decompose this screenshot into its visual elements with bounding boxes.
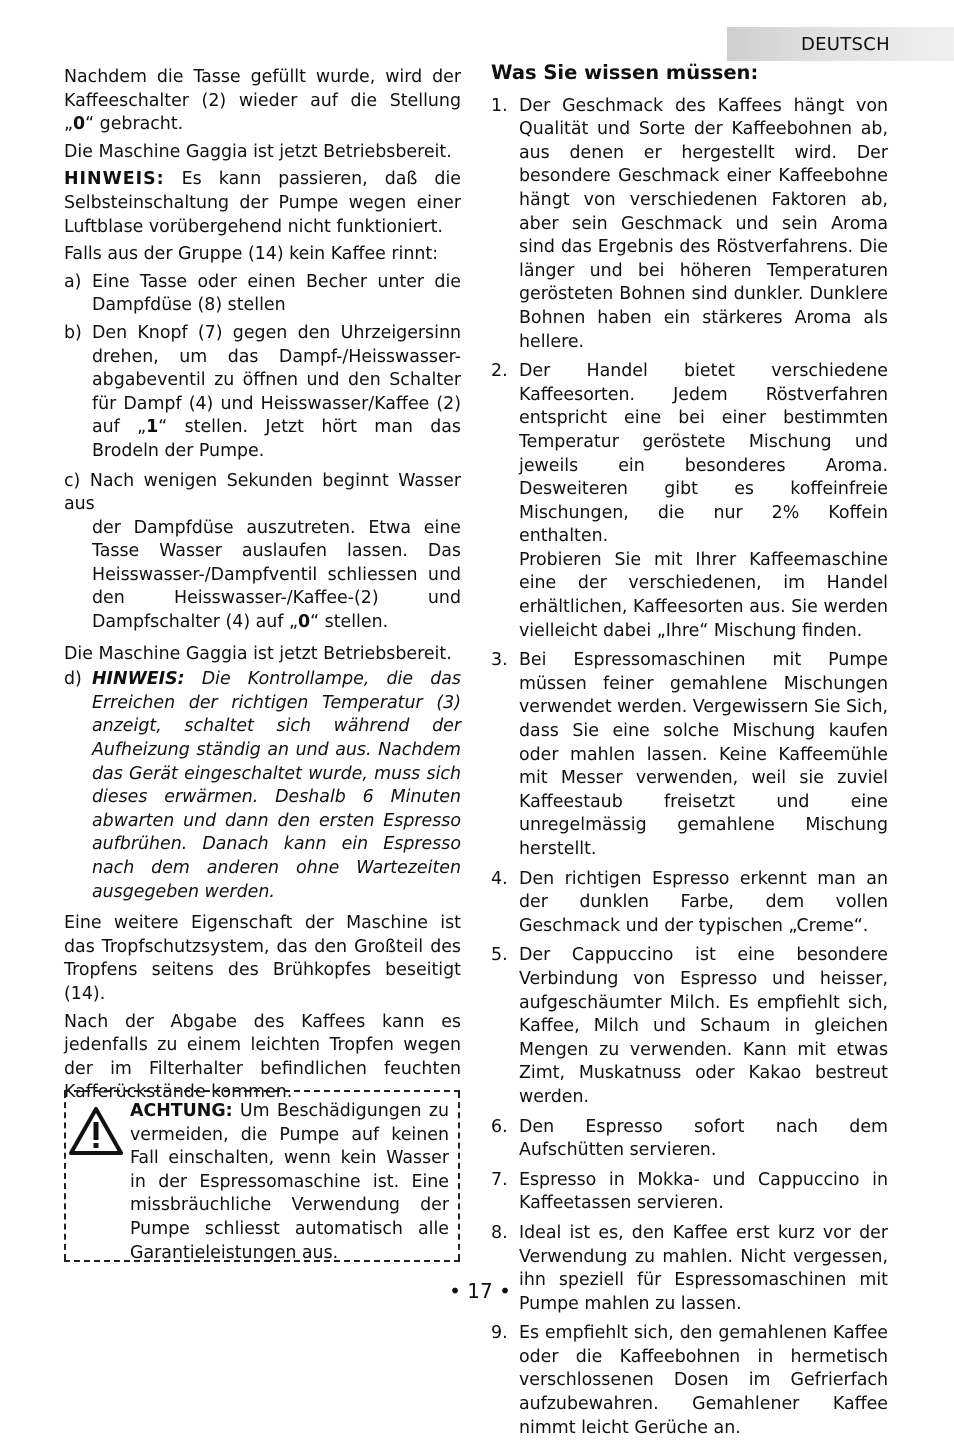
page-number: • 17 • xyxy=(449,1279,511,1303)
paragraph-drip-system: Eine weitere Eigenschaft der Maschine ist das Tropfschutzsystem, das den Großteil des Tropfens seitens des Brühkopfes beseitigt (14). xyxy=(64,913,461,1004)
list-item-1: 1. Der Geschmack des Kaffees hängt von Qualität und Sorte der Kaffeebohnen ab, aus denen er hergestellt wird. Der besondere Geschmack einer Kaffeebohne hängt von verschiedenen Faktoren ab, aber sein Geschmack und sein Aroma sind das Ergebnis des Röstverfahrens. Die länger und bei höheren Temperaturen gerösteten Bohnen sind dunkler. Dunklere Bohnen haben ein stärkeres Aroma als hellere. xyxy=(491,95,888,352)
note-label: HINWEIS: xyxy=(92,669,185,690)
list-item-9: 9. Es empfiehlt sich, den gemahlenen Kaffee oder die Kaffeebohnen in hermetisch verschlossenen Dosen im Gefrierfach aufzubewahren. Gemahlener Kaffee nimmt leicht Gerüche an. xyxy=(491,1323,888,1438)
list-item-8: 8. Ideal ist es, den Kaffee erst kurz vor der Verwendung zu mahlen. Nicht vergessen, ihn speziell für Espressomaschinen mit Pumpe mahlen zu lassen. xyxy=(491,1222,888,1314)
list-item-b: b) Den Knopf (7) gegen den Uhrzeigersinn drehen, um das Dampf-/Heisswasser-abgabeventil zu öffnen und den Schalter für Dampf (4) und Heisswasser/Kaffee (2) auf „1“ stellen. Jetzt hört man das Brodeln der Pumpe. xyxy=(64,322,461,461)
language-tab xyxy=(727,27,954,61)
right-column xyxy=(491,61,888,1446)
list-item-2: 2. Der Handel bietet verschiedene Kaffeesorten. Jedem Röstverfahren entspricht eine bei einer bestimmten Temperatur geröstete Mischung und jeweils ein besonderes Aroma. Desweiteren gibt es koffeinfreie Mischungen, die nur 2% Koffein enthalten. Probieren Sie mit Ihrer Kaffeemaschine eine der verschiedenen, im Handel erhältlichen, Kaffeesorten aus. Sie werden vielleicht dabei „Ihre“ Mischung finden. xyxy=(491,361,888,641)
list-item-7: 7. Espresso in Mokka- und Cappuccino in Kaffeetassen servieren. xyxy=(491,1169,888,1214)
note-pump: HINWEIS: Es kann passieren, daß die Selbsteinschaltung der Pumpe wegen einer Luftblase vorübergehend nicht funktioniert. xyxy=(64,169,461,237)
warning-text: ACHTUNG: Um Beschädigungen zu vermeiden, die Pumpe auf keinen Fall einschalten, wenn kein Wasser in der Espressomaschine ist. Eine missbräuchliche Verwendung der Pumpe schliesst automatisch alle Garantieleistungen aus. xyxy=(130,1101,449,1263)
warning-box xyxy=(64,1090,460,1262)
list-item-a: a) Eine Tasse oder einen Becher unter die Dampfdüse (8) stellen xyxy=(64,271,461,316)
list-item-4: 4. Den richtigen Espresso erkennt man an der dunklen Farbe, dem vollen Geschmack und der typischen „Creme“. xyxy=(491,868,888,936)
paragraph-ready-2: Die Maschine Gaggia ist jetzt Betriebsbereit. xyxy=(64,643,452,664)
list-item-c: c) Nach wenigen Sekunden beginnt Wasser aus der Dampfdüse auszutreten. Etwa eine Tasse Wasser auslaufen lassen. Das Heisswasser-/Dampfventil schliessen und den Heisswasser-/Kaffee-(2) und Dampfschalter (4) auf „0“ stellen. xyxy=(64,470,461,633)
note-label: HINWEIS: xyxy=(64,169,165,190)
paragraph-dripping: Nach der Abgabe des Kaffees kann es jedenfalls zu einem leichten Tropfen wegen der im Filterhalter befindlichen feuchten Kafferückstände kommen. xyxy=(64,1011,461,1103)
list-item-6: 6. Den Espresso sofort nach dem Aufschütten servieren. xyxy=(491,1116,888,1161)
list-item-d: d) HINWEIS: Die Kontrollampe, die das Erreichen der richtigen Temperatur (3) anzeigt, schaltet sich während der Aufheizung ständig an und aus. Nachdem das Gerät eingeschaltet wurde, muss sich dieses erwärmen. Deshalb 6 Minuten abwarten und dann den ersten Espresso aufbrühen. Danach kann ein Espresso nach dem anderen ohne Wartezeiten ausgegeben werden. xyxy=(64,669,461,902)
list-item-3: 3. Bei Espressomaschinen mit Pumpe müssen feiner gemahlene Mischungen verwendet werden. Vergewissern Sie Sich, dass Sie eine solche Mischung kaufen oder mahlen lassen. Keine Kaffeemühle mit Messer verwenden, weil sie zuviel Kaffeestaub freisetzt und eine unregelmässig gemahlene Mischung herstellt. xyxy=(491,650,888,859)
section-heading: Was Sie wissen müssen: xyxy=(491,61,759,84)
language-label: DEUTSCH xyxy=(800,34,890,55)
paragraph-cup-filled: Nachdem die Tasse gefüllt wurde, wird der Kaffeeschalter (2) wieder auf die Stellung „0“ gebracht. xyxy=(64,67,461,135)
list-item-5: 5. Der Cappuccino ist eine besondere Verbindung von Espresso und heisser, aufgeschäumter Milch. Es empfiehlt sich, Kaffee, Milch und Schaum in gleichen Mengen zu verwenden. Kann mit etwas Zimt, Muskatnuss oder Kakao bestreut werden. xyxy=(491,945,888,1107)
paragraph-no-coffee: Falls aus der Gruppe (14) kein Kaffee rinnt: xyxy=(64,244,439,265)
paragraph-ready: Die Maschine Gaggia ist jetzt Betriebsbereit. xyxy=(64,141,452,162)
left-column xyxy=(64,66,461,1105)
warning-label: ACHTUNG: xyxy=(130,1101,233,1121)
